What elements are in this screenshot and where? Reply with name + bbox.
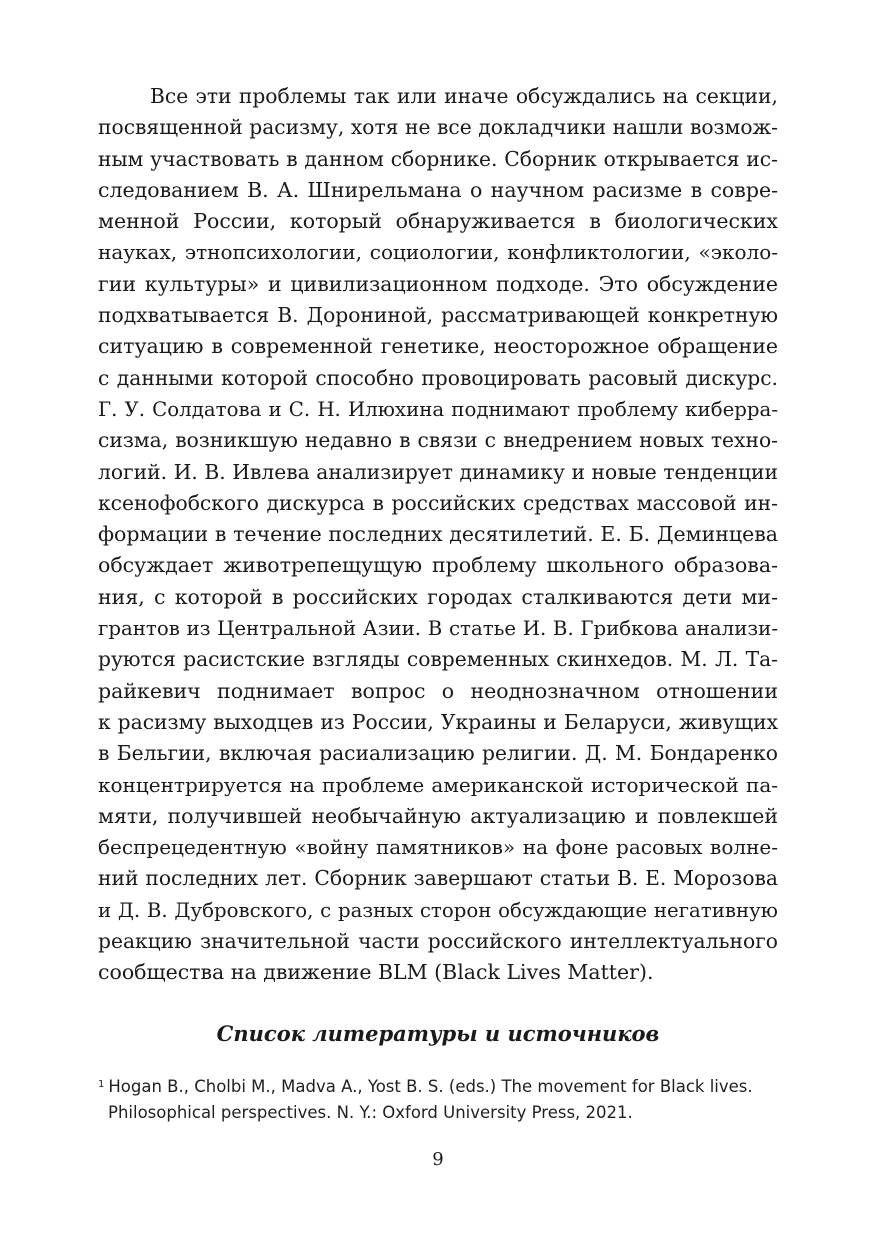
paragraph-line: науках, этнопсихологии, социологии, конфликтологии, «эколо- <box>98 240 778 265</box>
paragraph-line: руются расистские взгляды современных скинхедов. М. Л. Та- <box>98 647 778 672</box>
paragraph-line: подхватывается В. Дорониной, рассматривающей конкретную <box>98 303 778 328</box>
paragraph-line: следованием В. А. Шнирельмана о научном расизме в совре- <box>98 177 778 202</box>
paragraph-line: ния, с которой в российских городах сталкиваются дети ми- <box>98 584 778 609</box>
paragraph-line: Все эти проблемы так или иначе обсуждались на секции, <box>150 84 778 108</box>
reference-text-line-1: Hogan B., Cholbi M., Madva A., Yost B. S. (eds.) The movement for Black lives. <box>108 1077 753 1096</box>
paragraph-line: гии культуры» и цивилизационном подходе. Это обсуждение <box>98 271 778 296</box>
paragraph-line: менной России, который обнаруживается в биологических <box>98 209 778 234</box>
reference-number: 1 <box>98 1079 105 1090</box>
paragraph-line: в Бельгии, включая расиализацию религии. Д. М. Бондаренко <box>98 741 778 766</box>
paragraph-line: ситуацию в современной генетике, неосторожное обращение <box>98 334 778 359</box>
paragraph-line: мяти, получившей необычайную актуализацию и повлекшей <box>98 803 778 828</box>
paragraph-line: к расизму выходцев из России, Украины и Беларуси, живущих <box>98 709 778 734</box>
page-number: 9 <box>432 1149 444 1170</box>
paragraph-line: формации в течение последних десятилетий. Е. Б. Деминцева <box>98 522 778 547</box>
paragraph-line: обсуждает животрепещущую проблему школьного образова- <box>98 553 778 578</box>
section-heading: Список литературы и источников <box>216 1021 660 1046</box>
reference-list <box>98 1072 778 1126</box>
paragraph-line: посвященной расизму, хотя не все докладчики нашли возмож- <box>98 115 778 140</box>
paragraph-line: с данными которой способно провоцировать расовый дискурс. <box>98 365 778 390</box>
paragraph-line: и Д. В. Дубровского, с разных сторон обсуждающие негативную <box>98 898 778 922</box>
paragraph-line: сизма, возникшую недавно в связи с внедрением новых техно- <box>98 428 778 453</box>
paragraph-line: реакцию значительной части российского интеллектуального <box>98 929 778 954</box>
paragraph-line: ным участвовать в данном сборнике. Сборник открывается ис- <box>98 146 778 171</box>
reference-line <box>98 1072 778 1100</box>
paragraph-line: Г. У. Солдатова и С. Н. Илюхина поднимают проблему киберра- <box>98 397 778 421</box>
paragraph-line: ний последних лет. Сборник завершают статьи В. Е. Морозова <box>98 866 778 891</box>
paragraph-line: беспрецедентную «войну памятников» на фоне расовых волне- <box>98 835 778 860</box>
paragraph-line: логий. И. В. Ивлева анализирует динамику и новые тенденции <box>98 459 778 484</box>
reference-item <box>98 1072 778 1126</box>
paragraph-line: грантов из Центральной Азии. В статье И. В. Грибкова анализи- <box>98 617 778 641</box>
body-paragraph <box>98 81 778 989</box>
paragraph-line: ксенофобского дискурса в российских средствах массовой ин- <box>98 490 778 515</box>
paragraph-line: райкевич поднимает вопрос о неоднозначном отношении <box>98 678 778 703</box>
paragraph-line: концентрируется на проблеме американской исторической па- <box>98 772 778 797</box>
reference-text-line-2: Philosophical perspectives. N. Y.: Oxford University Press, 2021. <box>108 1103 633 1122</box>
paragraph-line: сообщества на движение BLM (Black Lives Matter). <box>98 960 654 985</box>
